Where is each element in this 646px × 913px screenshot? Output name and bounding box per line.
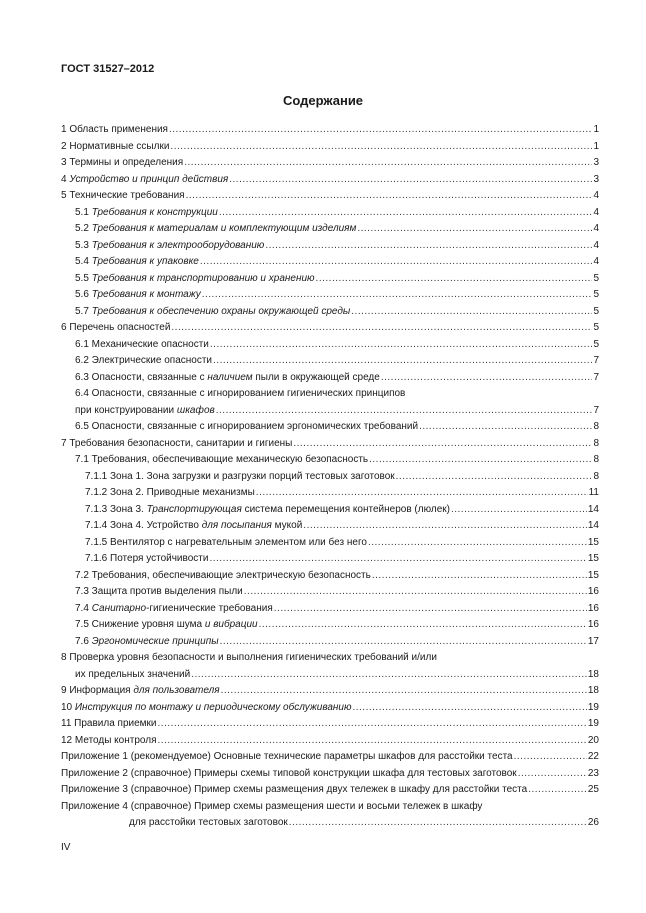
toc-entry[interactable] <box>61 271 599 288</box>
toc-entry-title: 5.6 Требования к монтажу <box>75 289 201 300</box>
toc-leader-dots <box>216 403 593 420</box>
toc-entry[interactable] <box>61 238 599 255</box>
toc-leader-dots <box>369 452 592 469</box>
toc-leader-dots <box>419 419 592 436</box>
toc-page-number: 5 <box>593 338 599 350</box>
toc-entry[interactable] <box>61 700 599 717</box>
toc-entry[interactable] <box>61 337 599 354</box>
toc-entry-title: 3 Термины и определения <box>61 157 184 168</box>
toc-entry[interactable] <box>61 419 599 436</box>
toc-page-number: 16 <box>587 602 599 614</box>
toc-entry-title: 7.6 Эргономические принципы <box>75 635 219 647</box>
toc-leader-dots <box>209 551 586 568</box>
toc-entry-title: 8 Проверка уровня безопасности и выполнения гигиенических требований и/или <box>61 652 437 663</box>
toc-entry-title: 9 Информация для пользователя <box>61 685 220 696</box>
toc-page-number: 19 <box>587 718 599 729</box>
toc-entry-title: 5.2 Требования к материалам и комплектующим изделиям <box>75 223 357 234</box>
toc-page-number: 5 <box>593 305 599 317</box>
toc-page-number: 1 <box>593 124 599 135</box>
toc-page-number: 15 <box>587 536 599 548</box>
toc-entry[interactable] <box>61 733 599 750</box>
toc-entry[interactable] <box>61 617 599 634</box>
toc-entry-title: для расстойки тестовых заготовок <box>129 817 288 828</box>
toc-leader-dots <box>352 700 586 717</box>
toc-page-number: 3 <box>593 157 599 168</box>
toc-leader-dots <box>518 766 587 783</box>
toc-page-number: 19 <box>587 701 599 713</box>
toc-entry[interactable] <box>61 716 599 733</box>
toc-entry[interactable] <box>61 799 599 816</box>
toc-entry-title: 7.1.2 Зона 2. Приводные механизмы <box>85 487 255 498</box>
toc-page-number: 8 <box>593 421 599 432</box>
toc-entry-title: 6.4 Опасности, связанные с игнорированием гигиенических принципов <box>75 388 406 399</box>
toc-leader-dots <box>351 304 592 321</box>
toc-entry[interactable] <box>61 386 599 403</box>
toc-entry[interactable] <box>61 650 599 667</box>
toc-entry[interactable] <box>61 502 599 519</box>
toc-entry[interactable] <box>61 469 599 486</box>
toc-entry[interactable] <box>61 452 599 469</box>
toc-entry-title: 7.2 Требования, обеспечивающие электрическую безопасность <box>75 569 371 581</box>
toc-entry-title: 12 Методы контроля <box>61 734 157 746</box>
toc-entry[interactable] <box>61 667 599 684</box>
toc-leader-dots <box>158 716 587 733</box>
toc-page-number: 4 <box>593 190 599 201</box>
toc-entry-title: 6.5 Опасности, связанные с игнорированием эргономических требований <box>75 421 419 432</box>
toc-leader-dots <box>229 172 592 189</box>
toc-entry-title: 7.1.3 Зона 3. Транспортирующая система перемещения контейнеров (люлек) <box>85 503 450 515</box>
toc-page-number: 5 <box>593 289 599 300</box>
toc-page-number: 8 <box>593 454 599 465</box>
toc-entry[interactable] <box>61 584 599 601</box>
toc-entry[interactable] <box>61 122 599 139</box>
toc-entry-title: 6.1 Механические опасности <box>75 338 209 350</box>
document-code: ГОСТ 31527–2012 <box>61 63 155 75</box>
toc-leader-dots <box>265 238 592 255</box>
toc-entry[interactable] <box>61 155 599 172</box>
toc-entry-title: их предельных значений <box>75 668 191 680</box>
toc-entry-title: 7.1.4 Зона 4. Устройство для посыпания мукой <box>85 520 303 531</box>
toc-leader-dots <box>213 353 592 370</box>
toc-leader-dots <box>451 502 587 519</box>
toc-leader-dots <box>186 188 593 205</box>
toc-leader-dots <box>169 122 592 139</box>
toc-entry-title: 7.1 Требования, обеспечивающие механическую безопасность <box>75 454 369 465</box>
toc-entry[interactable] <box>61 535 599 552</box>
toc-page-number: 4 <box>593 223 599 234</box>
toc-entry[interactable] <box>61 518 599 535</box>
toc-entry[interactable] <box>61 601 599 618</box>
toc-entry-title: Приложение 1 (рекомендуемое) Основные технические параметры шкафов для расстойки теста <box>61 751 513 762</box>
toc-entry[interactable] <box>61 139 599 156</box>
toc-leader-dots <box>289 815 587 832</box>
page-title: Содержание <box>282 93 364 108</box>
toc-entry-title: при конструировании шкафов <box>75 404 215 416</box>
table-of-contents <box>61 122 599 832</box>
toc-page-number: 23 <box>587 767 599 779</box>
toc-page-number: 7 <box>593 355 599 366</box>
toc-leader-dots <box>528 782 587 799</box>
toc-entry[interactable] <box>61 551 599 568</box>
toc-entry-title: 11 Правила приемки <box>61 718 157 729</box>
toc-page-number: 16 <box>587 619 599 630</box>
toc-entry[interactable] <box>61 485 599 502</box>
toc-page-number: 5 <box>593 322 599 333</box>
toc-leader-dots <box>256 485 588 502</box>
toc-leader-dots <box>210 337 593 354</box>
toc-leader-dots <box>171 320 592 337</box>
toc-leader-dots <box>316 271 593 288</box>
toc-page-number: 8 <box>593 470 599 482</box>
toc-entry[interactable] <box>61 320 599 337</box>
toc-page-number: 4 <box>593 239 599 251</box>
toc-page-number: 5 <box>593 272 599 284</box>
toc-leader-dots <box>219 205 593 222</box>
toc-entry-title: 5.7 Требования к обеспечению охраны окружающей среды <box>75 305 351 317</box>
toc-entry-title: 5.4 Требования к упаковке <box>75 256 199 267</box>
toc-entry-title: 10 Инструкция по монтажу и периодическому обслуживанию <box>61 701 352 713</box>
toc-page-number: 15 <box>587 569 599 581</box>
toc-entry-title: 4 Устройство и принцип действия <box>61 173 229 185</box>
toc-page-number: 11 <box>588 487 599 498</box>
toc-leader-dots <box>274 601 587 618</box>
toc-entry[interactable] <box>61 782 599 799</box>
toc-entry[interactable] <box>61 749 599 766</box>
toc-entry[interactable] <box>61 304 599 321</box>
toc-page-number: 16 <box>587 586 599 597</box>
toc-entry-title: Приложение 4 (справочное) Пример схемы размещения шести и восьми тележек в шкафу <box>61 800 483 812</box>
toc-entry-title: 7.5 Снижение уровня шума и вибрации <box>75 619 258 630</box>
toc-leader-dots <box>381 370 593 387</box>
toc-entry-title: 7.3 Защита против выделения пыли <box>75 586 243 597</box>
toc-page-number: 18 <box>587 668 599 680</box>
toc-entry[interactable] <box>61 683 599 700</box>
toc-leader-dots <box>372 568 587 585</box>
toc-page-number: 14 <box>587 520 599 531</box>
toc-page-number: 20 <box>587 734 599 746</box>
toc-leader-dots <box>221 683 587 700</box>
toc-leader-dots <box>170 139 592 156</box>
toc-entry-title: Приложение 2 (справочное) Примеры схемы типовой конструкции шкафа для тестовых заготовок <box>61 767 517 779</box>
toc-entry-title: 5.3 Требования к электрооборудованию <box>75 239 265 251</box>
toc-leader-dots <box>259 617 587 634</box>
toc-entry-title: 6.3 Опасности, связанные с наличием пыли в окружающей среде <box>75 371 380 383</box>
toc-leader-dots <box>200 254 593 271</box>
toc-page-number: 7 <box>593 404 599 416</box>
toc-entry-title: 5.1 Требования к конструкции <box>75 206 218 218</box>
toc-entry-title: 7 Требования безопасности, санитарии и гигиены <box>61 437 293 449</box>
toc-leader-dots <box>357 221 592 238</box>
toc-leader-dots <box>220 634 587 651</box>
toc-entry[interactable] <box>61 353 599 370</box>
toc-entry[interactable] <box>61 436 599 453</box>
toc-page-number: 14 <box>587 503 599 515</box>
toc-entry[interactable] <box>61 403 599 420</box>
toc-entry[interactable] <box>61 370 599 387</box>
toc-entry-title: Приложение 3 (справочное) Пример схемы размещения двух тележек в шкафу для расстойки теста <box>61 784 528 795</box>
toc-entry[interactable] <box>61 634 599 651</box>
toc-page-number: 25 <box>587 784 599 795</box>
toc-page-number: 22 <box>587 751 599 762</box>
toc-entry[interactable] <box>61 568 599 585</box>
toc-entry-title: 7.4 Санитарно-гигиенические требования <box>75 602 273 614</box>
toc-entry-title: 5.5 Требования к транспортированию и хранению <box>75 272 315 284</box>
toc-entry-title: 6.2 Электрические опасности <box>75 355 213 366</box>
toc-entry[interactable] <box>61 188 599 205</box>
toc-leader-dots <box>293 436 592 453</box>
toc-entry-title: 1 Область применения <box>61 124 168 135</box>
toc-leader-dots <box>396 469 593 486</box>
toc-leader-dots <box>202 287 593 304</box>
toc-page-number: 15 <box>587 553 599 564</box>
toc-entry[interactable] <box>61 766 599 783</box>
toc-page-number: 26 <box>587 817 599 828</box>
toc-leader-dots <box>368 535 587 552</box>
toc-entry[interactable] <box>61 254 599 271</box>
toc-entry[interactable] <box>61 172 599 189</box>
toc-page-number: 3 <box>593 173 599 185</box>
toc-leader-dots <box>303 518 587 535</box>
toc-leader-dots <box>158 733 587 750</box>
toc-page-number: 4 <box>593 206 599 218</box>
toc-leader-dots <box>514 749 587 766</box>
page-number: IV <box>61 842 71 853</box>
toc-leader-dots <box>191 667 587 684</box>
toc-entry[interactable] <box>61 815 599 832</box>
toc-entry-title: 7.1.5 Вентилятор с нагревательным элементом или без него <box>85 536 367 548</box>
toc-page-number: 17 <box>587 635 599 647</box>
toc-leader-dots <box>184 155 592 172</box>
toc-entry-title: 5 Технические требования <box>61 190 185 201</box>
toc-leader-dots <box>244 584 587 601</box>
toc-entry-title: 6 Перечень опасностей <box>61 322 171 333</box>
toc-page-number: 1 <box>593 140 599 152</box>
toc-entry[interactable] <box>61 287 599 304</box>
toc-entry-title: 2 Нормативные ссылки <box>61 140 170 152</box>
toc-page-number: 7 <box>593 371 599 383</box>
toc-entry-title: 7.1.6 Потеря устойчивости <box>85 553 209 564</box>
toc-entry[interactable] <box>61 221 599 238</box>
toc-page-number: 8 <box>593 437 599 449</box>
toc-page-number: 18 <box>587 685 599 696</box>
toc-entry-title: 7.1.1 Зона 1. Зона загрузки и разгрузки порций тестовых заготовок <box>85 470 395 482</box>
toc-page-number: 4 <box>593 256 599 267</box>
toc-entry[interactable] <box>61 205 599 222</box>
